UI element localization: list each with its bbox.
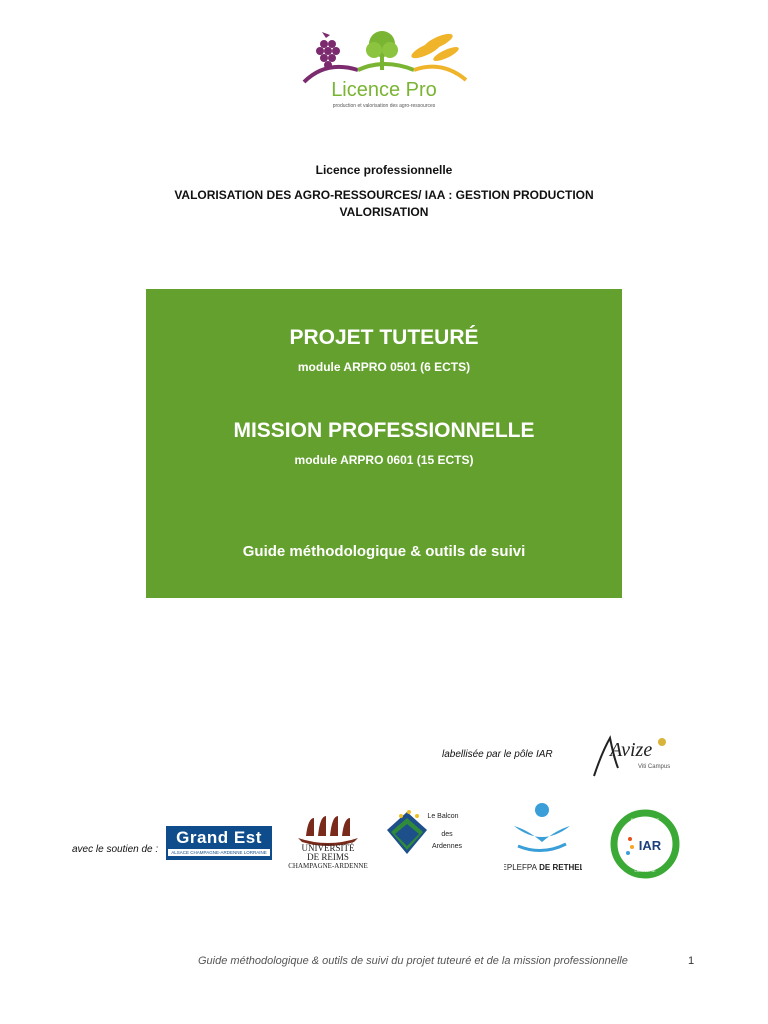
- cover-subtitle-mission: module ARPRO 0601 (15 ECTS): [294, 453, 474, 467]
- grand-est-sub: ALSACE CHAMPAGNE-ARDENNE LORRAINE: [168, 849, 270, 856]
- licence-pro-title: Licence Pro: [331, 79, 437, 101]
- cover-title-mission: MISSION PROFESSIONNELLE: [233, 419, 535, 442]
- degree-type: Licence professionnelle: [315, 163, 453, 177]
- balcon-line3: Ardennes: [432, 843, 462, 850]
- degree-title: VALORISATION DES AGRO-RESSOURCES/ IAA : GESTION PRODUCTION VALORISATION: [174, 188, 594, 219]
- labellisee-label: labellisée par le pôle IAR: [442, 749, 553, 760]
- grand-est-main: Grand Est: [176, 828, 262, 847]
- iar-ring-bottom: LABELLISÉ: [634, 868, 656, 873]
- licence-pro-logo: [296, 24, 472, 116]
- cover-box: [146, 289, 622, 598]
- eplefpa-rethel-logo: [504, 800, 582, 874]
- avize-logo: [588, 728, 676, 780]
- reims-emblem-icon: [298, 816, 358, 846]
- licence-pro-tagline: production et valorisation des agro-ressources: [332, 103, 436, 109]
- universite-reims-logo: [280, 814, 376, 872]
- eplefpa-figure-icon: [514, 803, 570, 851]
- iar-logo: [610, 809, 680, 879]
- iar-ring-top: BIOÉCONOMIE: [630, 817, 660, 822]
- reims-line3: CHAMPAGNE-ARDENNE: [288, 862, 368, 870]
- page-number: 1: [688, 955, 695, 967]
- avize-subtext: Viti Campus: [638, 764, 671, 770]
- cover-guide-title: Guide méthodologique & outils de suivi: [242, 543, 526, 560]
- wheat-icon: [409, 31, 460, 64]
- balcon-line1: Le Balcon: [427, 813, 459, 820]
- balcon-ardennes-logo: [383, 806, 465, 862]
- avize-text: Avize: [610, 739, 653, 761]
- balcon-line2: des: [441, 831, 453, 838]
- soutien-label: avec le soutien de :: [72, 844, 159, 855]
- footer-text: Guide méthodologique & outils de suivi du projet tuteuré et de la mission professionnelle: [198, 955, 628, 967]
- balcon-shape-icon: [387, 810, 427, 854]
- reims-line1: UNIVERSITÉ: [301, 843, 355, 853]
- grand-est-logo: [166, 826, 272, 860]
- grapes-icon: [316, 32, 340, 69]
- reims-line2: DE REIMS: [307, 852, 349, 862]
- cover-subtitle-projet: module ARPRO 0501 (6 ECTS): [297, 360, 471, 374]
- iar-text: IAR: [638, 838, 662, 853]
- eplefpa-text: EPLEFPA DE RETHEL: [504, 863, 582, 872]
- cover-title-projet: PROJET TUTEURÉ: [289, 326, 479, 349]
